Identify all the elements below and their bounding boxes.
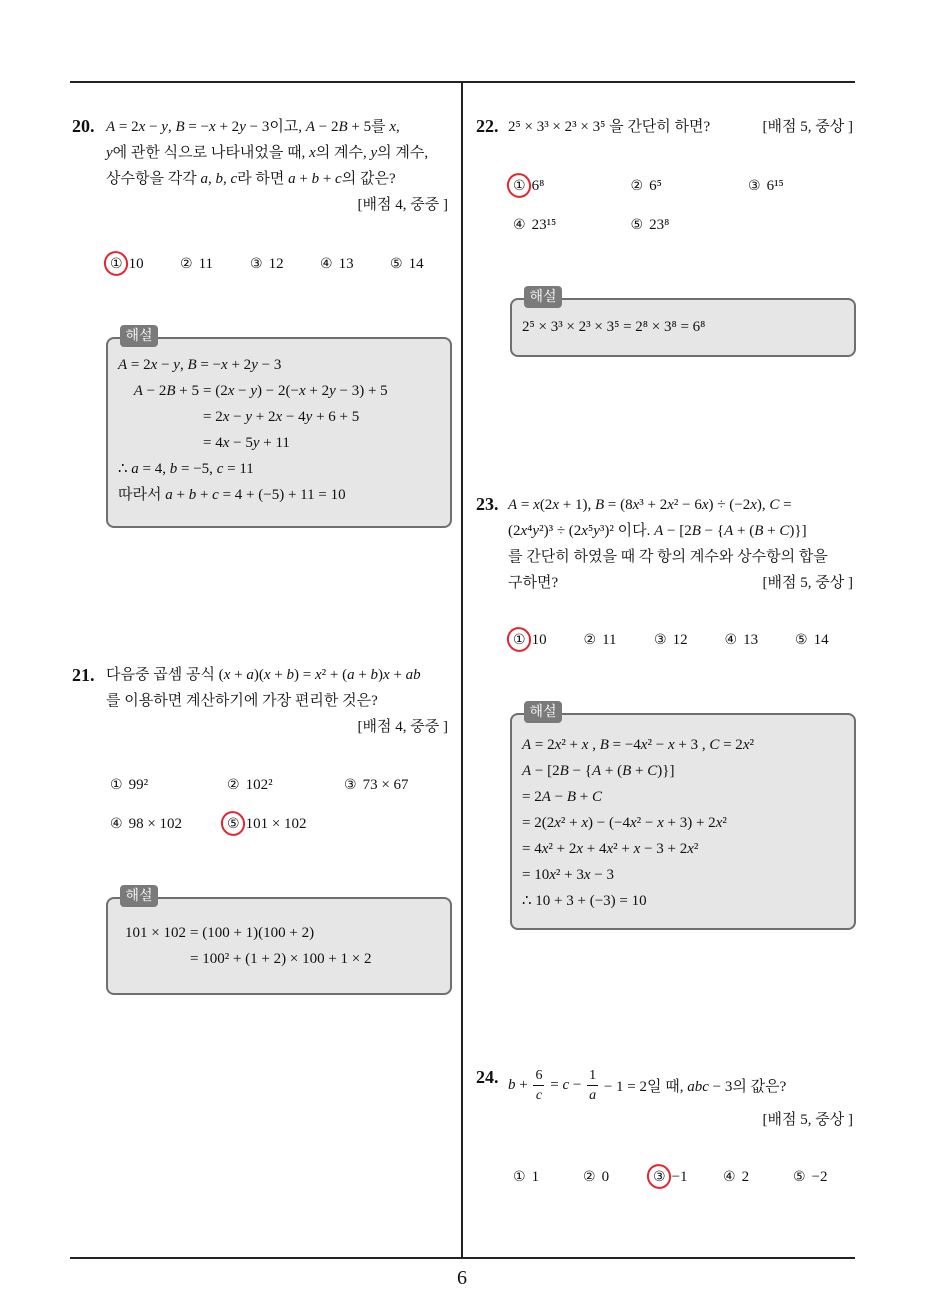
question-line-row: [508, 570, 858, 596]
math-variable: x: [742, 737, 750, 753]
solution-line: = 2(2x² + x) − (−4x² − x + 3) + 2x²: [522, 815, 727, 831]
math-variable: x: [715, 815, 723, 831]
math-variable: x: [221, 357, 228, 373]
math-variable: x: [223, 667, 231, 683]
question-line: 다음중 곱셈 공식 (x + a)(x + b) = x² + (a + b)x + ab: [106, 667, 421, 683]
math-variable: x: [209, 119, 216, 135]
problem-text: [508, 492, 858, 596]
choice-5: [793, 1164, 863, 1190]
solution-box: [106, 337, 452, 528]
choice-2: [631, 173, 749, 199]
math-variable: a: [347, 667, 355, 683]
choice-3: [250, 251, 320, 277]
choice-text: 12: [268, 256, 284, 272]
solution-box: [106, 897, 452, 995]
math-variable: x: [581, 815, 589, 831]
math-variable: y: [370, 145, 378, 161]
choice-1: [513, 173, 631, 199]
choice-text: 101 × 102: [245, 816, 307, 832]
answer-choices: [110, 251, 460, 277]
equation-rhs: = 4x − 5y + 11: [203, 435, 290, 451]
math-variable: x: [549, 867, 556, 883]
math-variable: B: [691, 523, 701, 539]
choice-text: 102²: [245, 777, 273, 793]
solution-box: [510, 298, 856, 357]
choice-5: [631, 212, 749, 238]
answer-choices: [513, 1164, 863, 1190]
choice-text: 11: [602, 632, 617, 648]
solution-line: [118, 920, 450, 946]
top-rule: [70, 81, 855, 83]
choice-2: [180, 251, 250, 277]
math-variable: B: [166, 383, 176, 399]
choice-text: −2: [811, 1169, 828, 1185]
problem-number: 21.: [72, 665, 95, 685]
question-line: 를 이용하면 계산하기에 가장 편리한 것은?: [106, 693, 378, 709]
score-label: [배점 5, 중상 ]: [762, 575, 853, 591]
fraction-denominator: [536, 1086, 542, 1105]
math-variable: a: [131, 461, 139, 477]
answer-choices-row-2: [513, 212, 748, 238]
choice-number: ④: [110, 816, 123, 832]
math-variable: x: [309, 145, 316, 161]
equation-part: b +: [508, 1076, 532, 1093]
math-variable: y: [329, 383, 336, 399]
choice-number: ④: [723, 1169, 736, 1185]
choice-number: ①: [513, 177, 526, 195]
choice-number: ④: [320, 256, 333, 272]
math-variable: y: [106, 145, 113, 161]
choice-text: 2: [741, 1169, 750, 1185]
choice-4: [320, 251, 390, 277]
math-variable: A: [305, 119, 315, 135]
choice-number: ①: [110, 255, 123, 273]
fraction-numerator: 6: [533, 1066, 544, 1086]
solution-tab: 해설: [120, 325, 158, 347]
math-variable: y: [532, 523, 540, 539]
answer-choices-row-2: [110, 811, 344, 837]
problem-number: 20.: [72, 116, 95, 136]
solution-line: [118, 378, 450, 404]
math-variable: C: [592, 789, 603, 805]
math-variable: A: [508, 497, 518, 513]
choice-1: [513, 627, 584, 653]
math-variable: B: [175, 119, 185, 135]
math-variable: x: [222, 409, 230, 425]
equation-rhs: = 100² + (1 + 2) × 100 + 1 × 2: [190, 951, 372, 967]
math-variable: a: [589, 1087, 597, 1103]
equation-lhs-spacer: [118, 430, 203, 456]
math-variable: x: [298, 383, 306, 399]
math-variable: A: [106, 119, 116, 135]
math-variable: x: [667, 497, 674, 513]
math-variable: A: [522, 737, 532, 753]
fraction: [533, 1066, 544, 1105]
fraction-denominator: [589, 1086, 596, 1105]
math-variable: x: [520, 523, 528, 539]
score-label: [배점 5, 중상 ]: [762, 119, 853, 135]
math-variable: b: [169, 461, 178, 477]
choice-number: ⑤: [390, 256, 403, 272]
equation-lhs-spacer: [118, 404, 203, 430]
choice-3: [654, 627, 725, 653]
math-variable: x: [150, 357, 158, 373]
math-variable: x: [701, 497, 709, 513]
choice-3: [653, 1164, 723, 1190]
choice-1: [513, 1164, 583, 1190]
solution-line: [118, 946, 450, 972]
choice-number: ①: [513, 631, 526, 649]
problem-text: [106, 114, 456, 218]
math-variable: x: [633, 841, 641, 857]
choice-number: ⑤: [630, 217, 644, 233]
math-variable: x: [606, 841, 614, 857]
choice-text: 6⁸: [531, 178, 545, 194]
answer-choices: [110, 772, 461, 798]
choice-number: ③: [748, 178, 761, 194]
equation-rhs: = (2x − y) − 2(−x + 2y − 3) + 5: [203, 383, 388, 399]
solution-line: A = 2x² + x , B = −4x² − x + 3 , C = 2x²: [522, 737, 754, 753]
solution-line: = 2A − B + C: [522, 789, 603, 805]
math-variable: B: [187, 357, 197, 373]
question-line: A = x(2x + 1), B = (8x³ + 2x² − 6x) ÷ (−2x), C =: [508, 497, 792, 513]
choice-text: 11: [198, 256, 214, 272]
question-line: 구하면?: [508, 575, 559, 591]
choice-number: ②: [227, 777, 240, 793]
math-variable: y: [239, 119, 246, 135]
math-variable: B: [559, 763, 569, 779]
choice-number: ①: [513, 1169, 526, 1185]
equation-part: = c −: [546, 1076, 586, 1093]
fraction-numerator: 1: [587, 1066, 598, 1086]
math-variable: c: [535, 1087, 543, 1103]
solution-line: [118, 404, 450, 430]
question-line: 2⁵ × 3³ × 2³ × 3⁵ 을 간단히 하면?: [508, 119, 711, 135]
solution-line: 따라서 a + b + c = 4 + (−5) + 11 = 10: [118, 487, 346, 503]
choice-4: [513, 212, 631, 238]
math-variable: C: [769, 497, 780, 513]
choice-text: 13: [743, 632, 759, 648]
choice-text: 98 × 102: [128, 816, 183, 832]
math-variable: x: [138, 119, 146, 135]
equation-lhs: A − 2B + 5: [133, 383, 199, 399]
math-variable: x: [263, 667, 271, 683]
choice-3: [748, 173, 866, 199]
choice-4: [110, 811, 227, 837]
choice-number: ②: [583, 1169, 596, 1185]
page-number: 6: [457, 1267, 467, 1289]
solution-line: = 10x² + 3x − 3: [522, 867, 614, 883]
choice-number: ④: [724, 632, 738, 648]
choice-number: ⑤: [793, 1169, 806, 1185]
solution-box: [510, 713, 856, 930]
math-variable: b: [694, 1078, 703, 1095]
math-variable: A: [541, 789, 551, 805]
score-label: [배점 4, 중중 ]: [357, 719, 448, 735]
choice-1: [110, 251, 180, 277]
column-divider: [461, 82, 463, 1258]
math-variable: x: [222, 435, 230, 451]
choice-number: ③: [250, 256, 263, 272]
question-equation: [508, 1063, 786, 1107]
math-variable: a: [165, 487, 173, 503]
question-line: 를 간단히 하였을 때 각 항의 계수와 상수항의 합을: [508, 549, 828, 565]
question-line: y에 관한 식으로 나타내었을 때, x의 계수, y의 계수,: [106, 145, 429, 161]
math-variable: x: [581, 737, 589, 753]
choice-text: 1: [531, 1169, 540, 1185]
math-variable: y: [251, 357, 258, 373]
math-variable: x: [583, 867, 591, 883]
equation-part: − 1 = 2일 때, abc − 3의 값은?: [600, 1078, 787, 1095]
math-variable: c: [562, 1076, 570, 1093]
choice-5: [390, 251, 460, 277]
equation-rhs: = (100 + 1)(100 + 2): [190, 925, 315, 941]
choice-text: 10: [531, 632, 547, 648]
math-variable: b: [188, 487, 197, 503]
math-variable: x: [533, 497, 540, 513]
math-variable: B: [566, 789, 577, 805]
score-label: [배점 4, 중중 ]: [357, 197, 448, 213]
choice-number: ③: [653, 1168, 666, 1186]
answer-choices: [513, 627, 866, 653]
math-variable: y: [161, 119, 168, 135]
math-variable: x: [581, 523, 588, 539]
score-label: [배점 5, 중상 ]: [762, 1112, 853, 1128]
problem-text: [106, 662, 456, 740]
choice-number: ⑤: [795, 632, 808, 648]
math-variable: A: [118, 357, 128, 373]
solution-line: A − [2B − {A + (B + C)}]: [522, 763, 675, 779]
math-variable: y: [173, 357, 180, 373]
solution-line: = 4x² + 2x + 4x² + x − 3 + 2x²: [522, 841, 699, 857]
math-variable: y: [593, 523, 600, 539]
choice-text: 12: [672, 632, 688, 648]
problem-number: 22.: [476, 116, 499, 136]
math-variable: a: [405, 667, 414, 683]
math-variable: x: [687, 841, 694, 857]
math-variable: x: [227, 383, 235, 399]
math-variable: x: [576, 841, 584, 857]
choice-5: [795, 627, 866, 653]
math-variable: C: [779, 523, 790, 539]
math-variable: c: [335, 171, 342, 187]
choice-text: 14: [408, 256, 424, 272]
math-variable: y: [252, 435, 260, 451]
bottom-rule: [70, 1257, 855, 1259]
choice-4: [725, 627, 796, 653]
choice-text: 6¹⁵: [766, 178, 784, 194]
question-line: 상수항을 각각 a, b, c라 하면 a + b + c의 값은?: [106, 171, 396, 187]
choice-2: [584, 627, 655, 653]
choice-1: [110, 772, 227, 798]
solution-line: ∴ 10 + 3 + (−3) = 10: [522, 893, 647, 909]
choice-2: [583, 1164, 653, 1190]
solution-line: A = 2x − y, B = −x + 2y − 3: [118, 357, 282, 373]
choice-number: ③: [654, 632, 667, 648]
solution-line: 2⁵ × 3³ × 2³ × 3⁵ = 2⁸ × 3⁸ = 6⁸: [522, 319, 706, 335]
math-variable: x: [554, 815, 561, 831]
choice-text: 6⁵: [649, 178, 662, 194]
math-variable: B: [338, 119, 348, 135]
choice-text: 13: [338, 256, 354, 272]
math-variable: x: [541, 841, 549, 857]
choice-2: [227, 772, 344, 798]
choice-number: ②: [180, 256, 193, 272]
choice-text: 23⁸: [649, 217, 670, 233]
question-line: A = 2x − y, B = −x + 2y − 3이고, A − 2B + 5를 x,: [106, 119, 400, 135]
math-variable: x: [552, 497, 559, 513]
math-variable: c: [702, 1078, 709, 1095]
math-variable: c: [230, 171, 238, 187]
math-variable: b: [286, 667, 294, 683]
answer-choices: [513, 173, 866, 199]
fraction: [587, 1066, 598, 1105]
problem-number: 23.: [476, 494, 499, 514]
math-variable: x: [275, 409, 283, 425]
choice-number: ②: [630, 178, 644, 194]
question-line-row: [508, 114, 856, 140]
math-variable: B: [754, 523, 764, 539]
math-variable: x: [667, 737, 675, 753]
choice-text: 10: [128, 256, 144, 272]
math-variable: B: [594, 497, 605, 513]
math-variable: x: [389, 119, 396, 135]
solution-line: [118, 430, 450, 456]
choice-number: ④: [513, 217, 526, 233]
math-variable: x: [383, 667, 390, 683]
math-variable: y: [305, 409, 313, 425]
choice-number: ⑤: [227, 815, 240, 833]
math-variable: c: [212, 487, 219, 503]
math-variable: C: [647, 763, 658, 779]
choice-text: 0: [601, 1169, 610, 1185]
math-variable: b: [311, 171, 320, 187]
choice-number: ③: [344, 777, 357, 793]
math-variable: A: [133, 383, 143, 399]
math-variable: b: [508, 1076, 516, 1093]
problem-number: 24.: [476, 1067, 499, 1087]
math-variable: y: [250, 383, 258, 399]
solution-line: ∴ a = 4, b = −5, c = 11: [118, 461, 254, 477]
math-variable: a: [246, 667, 254, 683]
math-variable: a: [687, 1078, 695, 1095]
choice-text: 14: [813, 632, 829, 648]
math-variable: x: [629, 815, 637, 831]
math-variable: x: [657, 815, 664, 831]
solution-tab: 해설: [120, 885, 158, 907]
choice-number: ②: [583, 632, 597, 648]
equation-rhs: = 2x − y + 2x − 4y + 6 + 5: [203, 409, 360, 425]
math-variable: y: [245, 409, 253, 425]
math-variable: B: [622, 763, 632, 779]
choice-text: 99²: [128, 777, 149, 793]
math-variable: x: [640, 737, 648, 753]
choice-3: [344, 772, 461, 798]
math-variable: c: [216, 461, 224, 477]
math-variable: B: [599, 737, 609, 753]
math-variable: b: [413, 667, 421, 683]
choice-5: [227, 811, 344, 837]
math-variable: C: [709, 737, 720, 753]
choice-4: [723, 1164, 793, 1190]
math-variable: A: [724, 523, 734, 539]
solution-tab: 해설: [524, 286, 562, 308]
math-variable: a: [200, 171, 208, 187]
equation-lhs: 101 × 102: [125, 925, 186, 941]
choice-text: 23¹⁵: [531, 217, 557, 233]
problem-text: [508, 114, 856, 140]
math-variable: A: [522, 763, 532, 779]
math-variable: A: [591, 763, 602, 779]
math-variable: x: [632, 497, 640, 513]
choice-text: 73 × 67: [362, 777, 409, 793]
math-variable: b: [370, 667, 379, 683]
question-line: (2x⁴y²)³ ÷ (2x⁵y³)² 이다. A − [2B − {A + (B + C)}]: [508, 523, 807, 539]
math-variable: a: [288, 171, 296, 187]
math-variable: x: [554, 737, 562, 753]
math-variable: A: [654, 523, 664, 539]
solution-tab: 해설: [524, 701, 562, 723]
choice-text: −1: [671, 1169, 688, 1185]
math-variable: b: [215, 171, 223, 187]
choice-number: ①: [110, 777, 123, 793]
math-variable: x: [750, 497, 757, 513]
equation-lhs-spacer: [118, 946, 190, 972]
math-variable: x: [314, 667, 322, 683]
